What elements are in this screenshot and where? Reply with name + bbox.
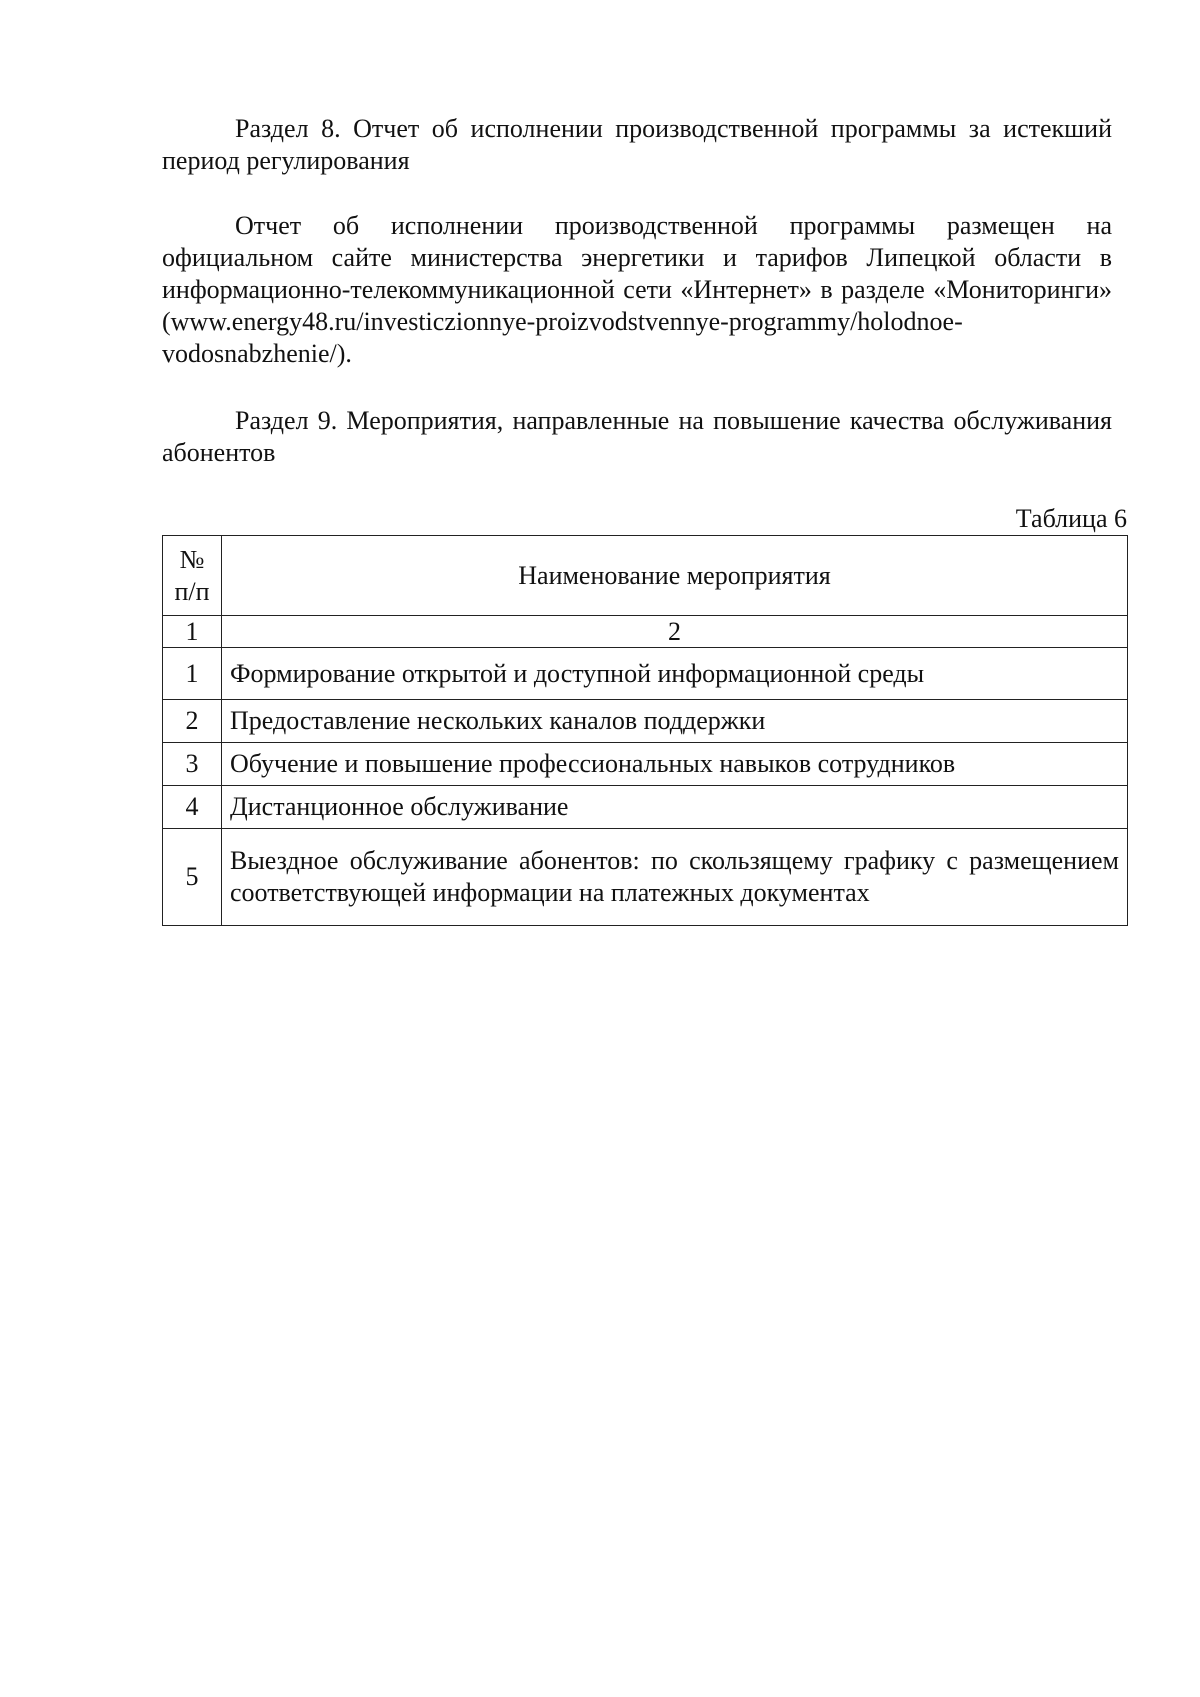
table-row [163, 786, 1128, 829]
row-number: 4 [163, 786, 222, 829]
section-9-heading: Раздел 9. Мероприятия, направленные на повышение качества обслуживания абонентов [162, 406, 1112, 467]
row-number: 3 [163, 743, 222, 786]
row-measure-name: Формирование открытой и доступной информационной среды [222, 648, 1128, 700]
section-8-body: Отчет об исполнении производственной программы размещен на официальном сайте министерства энергетики и тарифов Липецкой области в информационно-телекоммуникационной сети «Интернет» в разделе «Мониторинги» (www.energy48.ru/investiczionnye-proizvodstvennye-programmy/holodnoe-vodosnabzhenie/). [162, 211, 1112, 368]
header-number-symbol: № [179, 544, 205, 574]
table-caption: Таблица 6 [1015, 504, 1127, 533]
column-index-2: 2 [222, 616, 1128, 648]
header-name-cell: Наименование мероприятия [222, 536, 1128, 616]
section-8-heading: Раздел 8. Отчет об исполнении производственной программы за истекший период регулирования [162, 114, 1112, 175]
row-measure-name: Дистанционное обслуживание [222, 786, 1128, 829]
row-number: 1 [163, 648, 222, 700]
row-measure-name: Предоставление нескольких каналов поддержки [222, 700, 1128, 743]
table-row [163, 700, 1128, 743]
row-number: 5 [163, 829, 222, 926]
header-number-cell [163, 536, 222, 616]
table-row [163, 743, 1128, 786]
table-header-row [163, 536, 1128, 616]
row-measure-name: Выездное обслуживание абонентов: по скользящему графику с размещением соответствующей информации на платежных документах [222, 829, 1128, 926]
measures-table [162, 535, 1128, 926]
table-row [163, 829, 1128, 926]
column-index-row [163, 616, 1128, 648]
table-row [163, 648, 1128, 700]
row-measure-name: Обучение и повышение профессиональных навыков сотрудников [222, 743, 1128, 786]
column-index-1: 1 [163, 616, 222, 648]
header-number-abbrev: п/п [174, 576, 210, 606]
row-number: 2 [163, 700, 222, 743]
